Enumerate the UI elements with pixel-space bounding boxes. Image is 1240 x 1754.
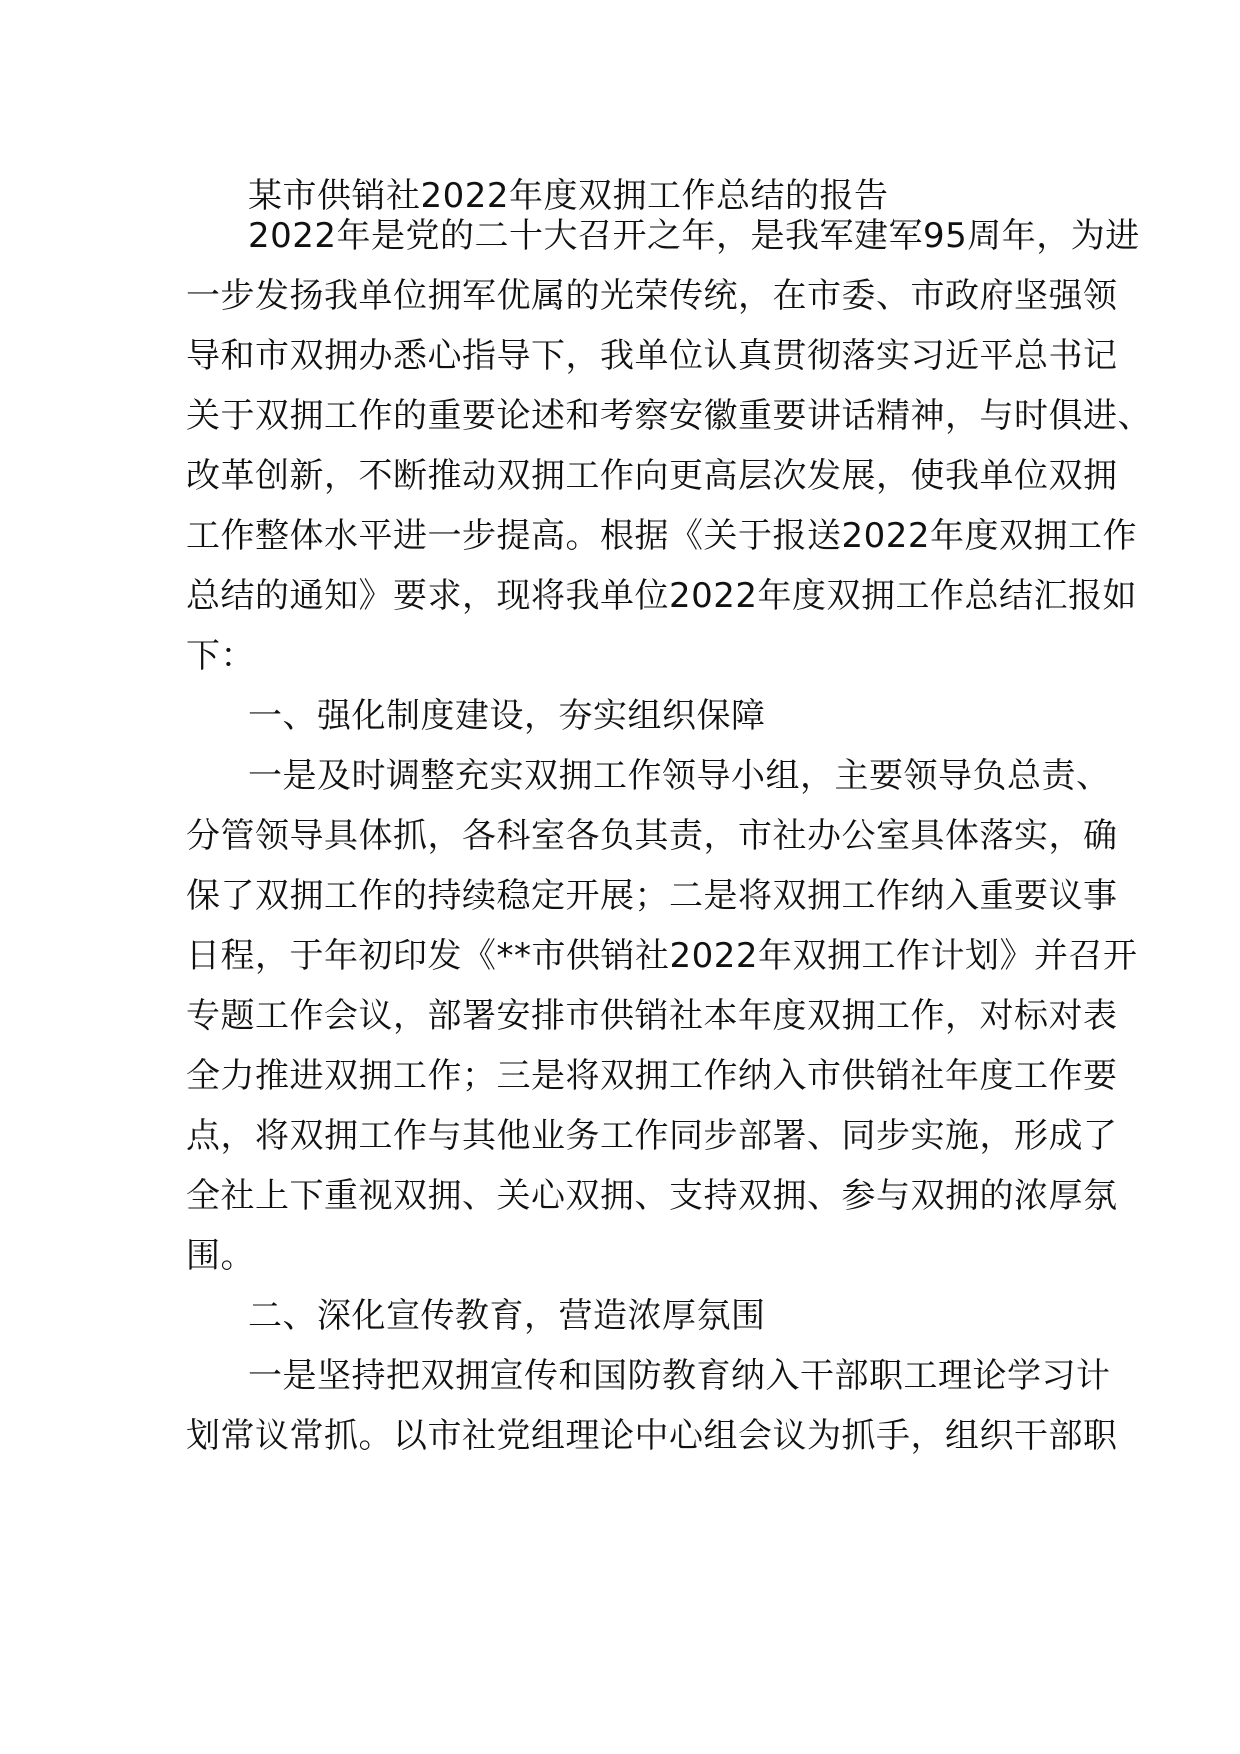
document-title: 某市供销社2022年度双拥工作总结的报告 (248, 176, 889, 216)
section2-line: 一是坚持把双拥宣传和国防教育纳入干部职工理论学习计 (248, 1356, 1111, 1396)
section1-line: 围。 (186, 1236, 255, 1276)
section1-line: 专题工作会议，部署安排市供销社本年度双拥工作，对标对表 (186, 996, 1118, 1036)
intro-line: 下： (186, 636, 255, 676)
section1-line: 日程，于年初印发《**市供销社2022年双拥工作计划》并召开 (186, 936, 1138, 976)
section2-line: 划常议常抓。以市社党组理论中心组会议为抓手，组织干部职 (186, 1416, 1118, 1456)
section-heading: 一、强化制度建设，夯实组织保障 (248, 696, 766, 736)
intro-line: 导和市双拥办悉心指导下，我单位认真贯彻落实习近平总书记 (186, 336, 1118, 376)
intro-line: 工作整体水平进一步提高。根据《关于报送2022年度双拥工作 (186, 516, 1138, 556)
section1-line: 点，将双拥工作与其他业务工作同步部署、同步实施，形成了 (186, 1116, 1118, 1156)
intro-line: 关于双拥工作的重要论述和考察安徽重要讲话精神，与时俱进、 (186, 396, 1152, 436)
section1-line: 保了双拥工作的持续稳定开展；二是将双拥工作纳入重要议事 (186, 876, 1118, 916)
intro-line: 一步发扬我单位拥军优属的光荣传统，在市委、市政府坚强领 (186, 276, 1118, 316)
section1-line: 一是及时调整充实双拥工作领导小组，主要领导负总责、 (248, 756, 1111, 796)
section-heading: 二、深化宣传教育，营造浓厚氛围 (248, 1296, 766, 1336)
section1-line: 全社上下重视双拥、关心双拥、支持双拥、参与双拥的浓厚氛 (186, 1176, 1118, 1216)
intro-line: 总结的通知》要求，现将我单位2022年度双拥工作总结汇报如 (186, 576, 1138, 616)
intro-line: 2022年是党的二十大召开之年，是我军建军95周年，为进 (248, 216, 1140, 256)
section1-line: 分管领导具体抓，各科室各负其责，市社办公室具体落实，确 (186, 816, 1118, 856)
section1-line: 全力推进双拥工作；三是将双拥工作纳入市供销社年度工作要 (186, 1056, 1118, 1096)
intro-line: 改革创新，不断推动双拥工作向更高层次发展，使我单位双拥 (186, 456, 1118, 496)
